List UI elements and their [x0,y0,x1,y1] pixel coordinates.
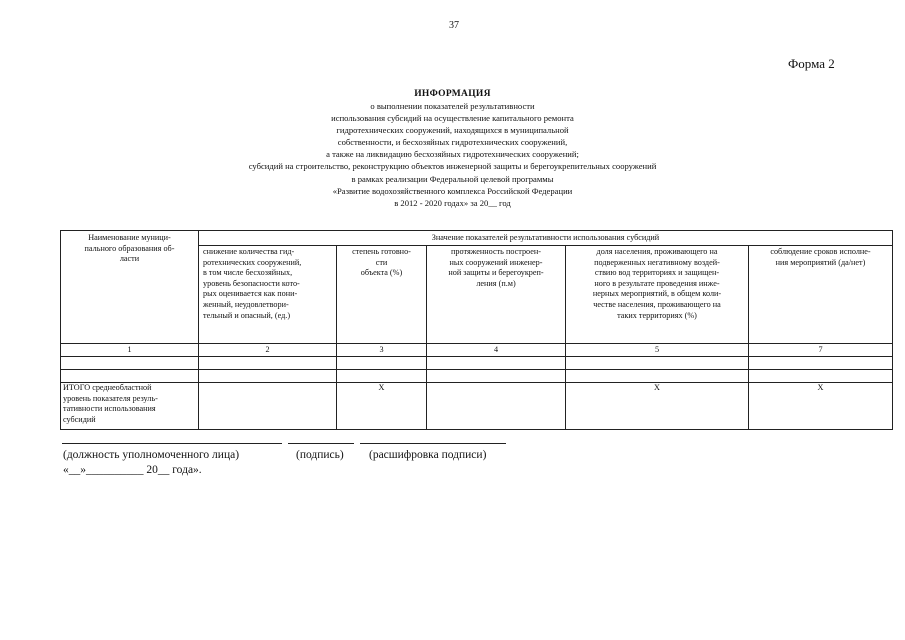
header-text-line: степень готовно- [352,247,411,256]
column-number: 4 [427,344,566,357]
header-line: субсидий на строительство, реконструкцию объектов инженерной защиты и берегоукрепительных сооружений [248,161,657,172]
header-text-line: уровень безопасности кото- [203,278,300,288]
document-header [150,88,755,209]
column-header-5 [566,246,749,344]
header-text-line: рых оценивается как пони- [203,289,298,299]
header-row [61,231,893,246]
table-cell[interactable] [427,370,566,383]
header-text-line: нерных мероприятий, в общем коли- [592,289,722,299]
header-line: в рамках реализации Федеральной целевой программы [351,173,554,184]
column-header-2 [199,246,337,344]
header-text-line: объекта (%) [360,268,403,278]
decoding-signature-line[interactable] [360,443,506,444]
position-label: (должность уполномоченного лица) [63,449,240,461]
header-text-line: снижение количества гид- [203,247,295,256]
header-text-line: в том числе бесхозяйных, [203,268,293,278]
table-cell[interactable] [61,357,199,370]
total-cell[interactable] [199,383,337,430]
position-signature-line[interactable] [62,443,282,444]
header-line: в 2012 - 2020 годах» за 20__ год [394,197,511,208]
header-text-line: ния мероприятий (да/нет) [775,257,866,267]
total-cell[interactable] [427,383,566,430]
header-text-line: подверженных негативному воздей- [594,257,720,267]
header-line: использования субсидий на осуществление капитального ремонта [331,113,574,124]
table-cell[interactable] [749,357,893,370]
table-cell[interactable] [199,370,337,383]
signature-line[interactable] [288,443,354,444]
table-cell[interactable] [337,357,427,370]
header-text-line: пального образования об- [84,243,175,253]
municipal-column-header [61,231,199,344]
document-title: ИНФОРМАЦИЯ [414,89,491,99]
signature-label: (подпись) [296,449,344,461]
table-cell[interactable] [566,357,749,370]
table-cell[interactable] [427,357,566,370]
total-cell-x: X [566,383,749,430]
header-text-line: сти [375,257,388,267]
page-number: 37 [449,20,459,31]
header-text-line: женный, неудовлетвори- [203,299,289,309]
results-table [60,230,893,430]
header-text-line: ных сооружений инженер- [449,257,543,267]
column-header-7 [749,246,893,344]
header-text-line: таких территориях (%) [617,310,697,320]
column-number: 1 [61,344,199,357]
header-text-line: доля населения, проживающего на [596,247,718,256]
column-numbers-row [61,344,893,357]
header-text-line: ной защиты и берегоукреп- [448,268,544,278]
header-text-line: ласти [119,254,140,264]
table-cell[interactable] [566,370,749,383]
total-row [61,383,893,430]
header-text-line: ротехнических сооружений, [203,257,302,267]
column-number: 2 [199,344,337,357]
column-number: 3 [337,344,427,357]
header-line: гидротехнических сооружений, находящихся в муниципальной [336,125,569,136]
total-label-line: ИТОГО среднеобластной [63,383,152,392]
header-line: «Развитие водохозяйственного комплекса Российской Федерации [332,185,573,196]
header-text-line: честве населения, проживающего на [593,299,721,309]
header-text-line: Наименование муници- [88,233,171,242]
header-text-line: ствию вод территориях и защищен- [594,268,720,278]
header-text-line: ного в результате проведения инже- [594,278,720,288]
header-text-line: тельный и опасный, (ед.) [203,310,291,320]
table-row [61,370,893,383]
total-label-line: субсидий [63,414,96,424]
header-text-line: ления (п.м) [476,278,516,288]
table-cell[interactable] [749,370,893,383]
total-cell-x: X [749,383,893,430]
column-number: 5 [566,344,749,357]
column-number: 7 [749,344,893,357]
decoding-label: (расшифровка подписи) [369,449,487,461]
column-header-4 [427,246,566,344]
total-label-line: уровень показателя резуль- [63,393,158,403]
header-line: а также на ликвидацию бесхозяйных гидротехнических сооружений; [326,149,579,160]
header-text-line: протяженность построен- [451,247,541,256]
date-line: «__»__________ 20__ года». [63,464,202,476]
table-row [61,357,893,370]
total-label-line: тативности использования [63,404,156,414]
table-cell[interactable] [337,370,427,383]
header-text-line: соблюдение сроков исполне- [770,247,871,256]
table-cell[interactable] [61,370,199,383]
total-cell-x: X [337,383,427,430]
header-line: о выполнении показателей результативности [370,101,535,111]
indicator-group-header: Значение показателей результативности использования субсидий [199,231,893,246]
column-header-3 [337,246,427,344]
form-label: Форма 2 [788,56,835,71]
total-row-label [61,383,199,430]
header-line: собственности, и бесхозяйных гидротехнических сооружений, [337,137,568,148]
table-cell[interactable] [199,357,337,370]
